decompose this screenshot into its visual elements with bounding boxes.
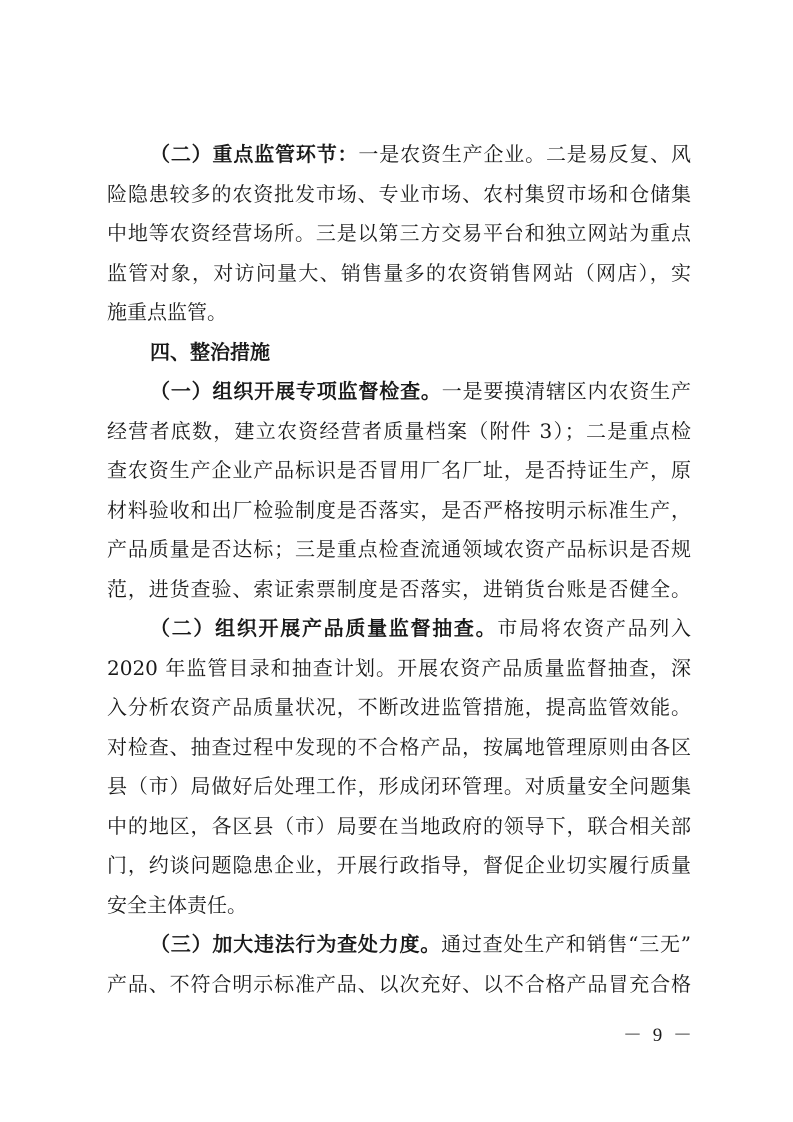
paragraph-line: 中的地区，各区县（市）局要在当地政府的领导下，联合相关部 (107, 813, 691, 838)
paragraph-line: 材料验收和出厂检验制度是否落实，是否严格按明示标准生产， (107, 497, 691, 522)
line-text: 一是要摸清辖区内农资生产 (441, 379, 692, 403)
paragraph-lead: （一）组织开展专项监督检查。 (150, 379, 442, 403)
paragraph-line: 产品质量是否达标；三是重点检查流通领域农资产品标识是否规 (107, 537, 691, 561)
paragraph-line: 范，进货查验、索证索票制度是否落实，进销货台账是否健全。 (107, 576, 691, 601)
paragraph-line: 对检查、抽查过程中发现的不合格产品，按属地管理原则由各区 (107, 734, 691, 759)
paragraph-line: 经营者底数，建立农资经营者质量档案（附件 3）；二是重点检 (107, 418, 691, 443)
paragraph-line (107, 609, 691, 649)
paragraph-line (107, 372, 691, 412)
paragraph-line: 2020 年监管目录和抽查计划。开展农资产品质量监督抽查，深 (107, 655, 691, 680)
paragraph-line: 险隐患较多的农资批发市场、专业市场、农村集贸市场和仓储集 (107, 181, 691, 206)
paragraph-line: 入分析农资产品质量状况，不断改进监管措施，提高监管效能。 (107, 695, 691, 719)
paragraph-line: 中地等农资经营场所。三是以第三方交易平台和独立网站为重点 (107, 221, 691, 245)
paragraph-line: 监管对象，对访问量大、销售量多的农资销售网站（网店），实 (107, 260, 691, 285)
paragraph-lead: （三）加大违法行为查处力度。 (150, 932, 442, 956)
paragraph-line: 门，约谈问题隐患企业，开展行政指导，督促企业切实履行质量 (107, 853, 691, 877)
paragraph-line: 查农资生产企业产品标识是否冒用厂名厂址，是否持证生产，原 (107, 458, 691, 482)
paragraph-line (107, 135, 691, 175)
paragraph-line: 产品、不符合明示标准产品、以次充好、以不合格产品冒充合格 (107, 971, 691, 996)
line-text: 通过查处生产和销售“三无” (441, 932, 692, 956)
body-text (107, 135, 691, 1004)
paragraph-line: 安全主体责任。 (107, 892, 247, 917)
page-number: － 9 － (622, 1025, 692, 1046)
paragraph-line: 县（市）局做好后处理工作，形成闭环管理。对质量安全问题集 (107, 774, 691, 798)
line-text: 市局将农资产品列入 (497, 616, 692, 640)
paragraph-line: 施重点监管。 (107, 300, 227, 324)
line-text: 一是农资生产企业。二是易反复、风 (358, 142, 692, 166)
paragraph-lead: （二）组织开展产品质量监督抽查。 (150, 616, 498, 640)
section-heading: 四、整治措施 (150, 339, 270, 364)
paragraph-line (107, 925, 691, 965)
paragraph-lead: （二）重点监管环节： (150, 142, 359, 166)
